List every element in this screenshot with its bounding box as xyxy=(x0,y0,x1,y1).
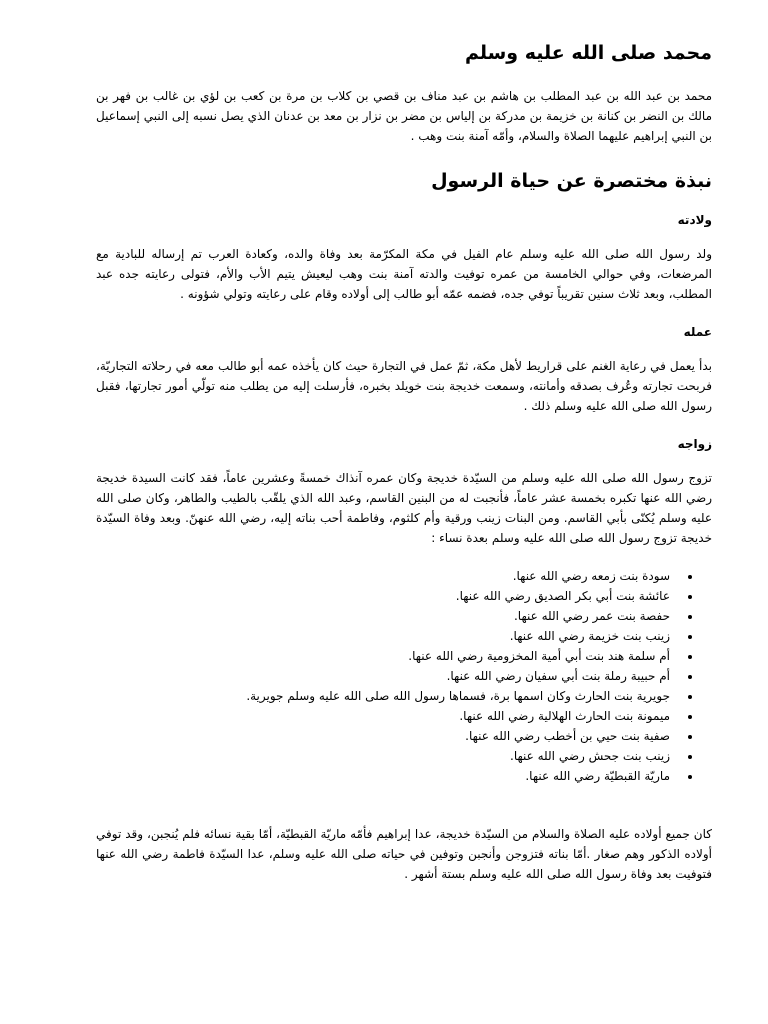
marriage-paragraph: تزوج رسول الله صلى الله عليه وسلم من السيّدة خديجة وكان عمره آنذاك خمسةً وعشرين عاماً، فقد كانت السيدة خديجة رضي الله عنها تكبره بخمسة عشر عاماً، فأنجبت له من البنين القاسم، وعبد الله الذي يلقّب بالطيب والطاهر، وكان صلى الله عليه وسلم يُكنّى بأبي القاسم. ومن البنات زينب ورقية وأم كلثوم، وفاطمة أحب بناته إليه، رضي الله عنهنّ. وبعد وفاة السيّدة خديجة تزوج رسول الله صلى الله عليه وسلم بعدة نساء : xyxy=(96,471,712,545)
children-paragraph: كان جميع أولاده عليه الصلاة والسلام من السيّدة خديجة، عدا إبراهيم فأمّه ماريّة القبطيّة، أمّا بقية نسائه فلم يُنجبن، وقد توفي أولاده الذكور وهم صغار .أمّا بناته فتزوجن وأنجبن وتوفين في حياته صلى الله عليه وسلم، عدا السيّدة فاطمة رضي الله عنها فتوفيت بعد وفاة رسول الله صلى الله عليه وسلم بستة أشهر . xyxy=(96,827,712,881)
birth-paragraph: ولد رسول الله صلى الله عليه وسلم عام الفيل في مكة المكرّمة بعد وفاة والده، وكعادة العرب تم إرساله للبادية مع المرضعات، وفي حوالي الخامسة من عمره توفيت والدته آمنة بنت وهب ليعيش يتيم الأب والأم، فتولى رعايته جده عبد المطلب، وبعد ثلاث سنين تقريباً توفي جده، فضمه عمّه أبو طالب إلى أولاده وقام على رعايته وتولي شؤونه . xyxy=(96,247,712,301)
marriage-heading: زواجه xyxy=(677,437,712,451)
list-item: • أم سلمة هند بنت أبي أمية المخزومية رضي الله عنها. xyxy=(96,646,678,666)
list-item: • حفصة بنت عمر رضي الله عنها. xyxy=(96,606,678,626)
list-item: • عائشة بنت أبي بكر الصديق رضي الله عنها. xyxy=(96,586,678,606)
list-item: • زينب بنت خزيمة رضي الله عنها. xyxy=(96,626,678,646)
list-item: • أم حبيبة رملة بنت أبي سفيان رضي الله عنها. xyxy=(96,666,678,686)
section-title: نبذة مختصرة عن حياة الرسول xyxy=(431,170,712,192)
list-item: • صفية بنت حيي بن أخطب رضي الله عنها. xyxy=(96,726,678,746)
work-heading: عمله xyxy=(683,325,712,339)
lineage-paragraph: محمد بن عبد الله بن عبد المطلب بن هاشم بن عبد مناف بن قصي بن كلاب بن مرة بن كعب بن لؤي بن غالب بن فهر بن مالك بن النضر بن كنانة بن خزيمة بن مدركة بن إلياس بن مضر بن نزار بن معد بن عدنان الذي يصل نسبه إلى النبي إسماعيل بن النبي إبراهيم عليهما الصلاة والسلام، وأمّه آمنة بنت وهب . xyxy=(96,89,712,143)
list-item: • ماريّة القبطيّة رضي الله عنها. xyxy=(96,766,678,786)
page-title: محمد صلى الله عليه وسلم xyxy=(464,42,712,64)
list-item: • جويرية بنت الحارث وكان اسمها برة، فسماها رسول الله صلى الله عليه وسلم جويرية. xyxy=(96,686,678,706)
work-paragraph: بدأ يعمل في رعاية الغنم على قراريط لأهل مكة، ثمّ عمل في التجارة حيث كان يأخذه عمه أبو طالب معه في رحلاته التجاريّة، فربحت تجارته وعُرف بصدقه وأمانته، وسمعت خديجة بنت خويلد بخبره، فأرسلت إليه من يطلب منه تولّي أمور تجارتها، فقبل رسول الله صلى الله عليه وسلم ذلك . xyxy=(96,359,712,413)
wives-list xyxy=(96,566,712,786)
list-item: • زينب بنت جحش رضي الله عنها. xyxy=(96,746,678,766)
birth-heading: ولادته xyxy=(677,213,712,227)
list-item: • ميمونة بنت الحارث الهلالية رضي الله عنها. xyxy=(96,706,678,726)
document-page xyxy=(96,38,712,902)
list-item: • سودة بنت زمعه رضي الله عنها. xyxy=(96,566,678,586)
